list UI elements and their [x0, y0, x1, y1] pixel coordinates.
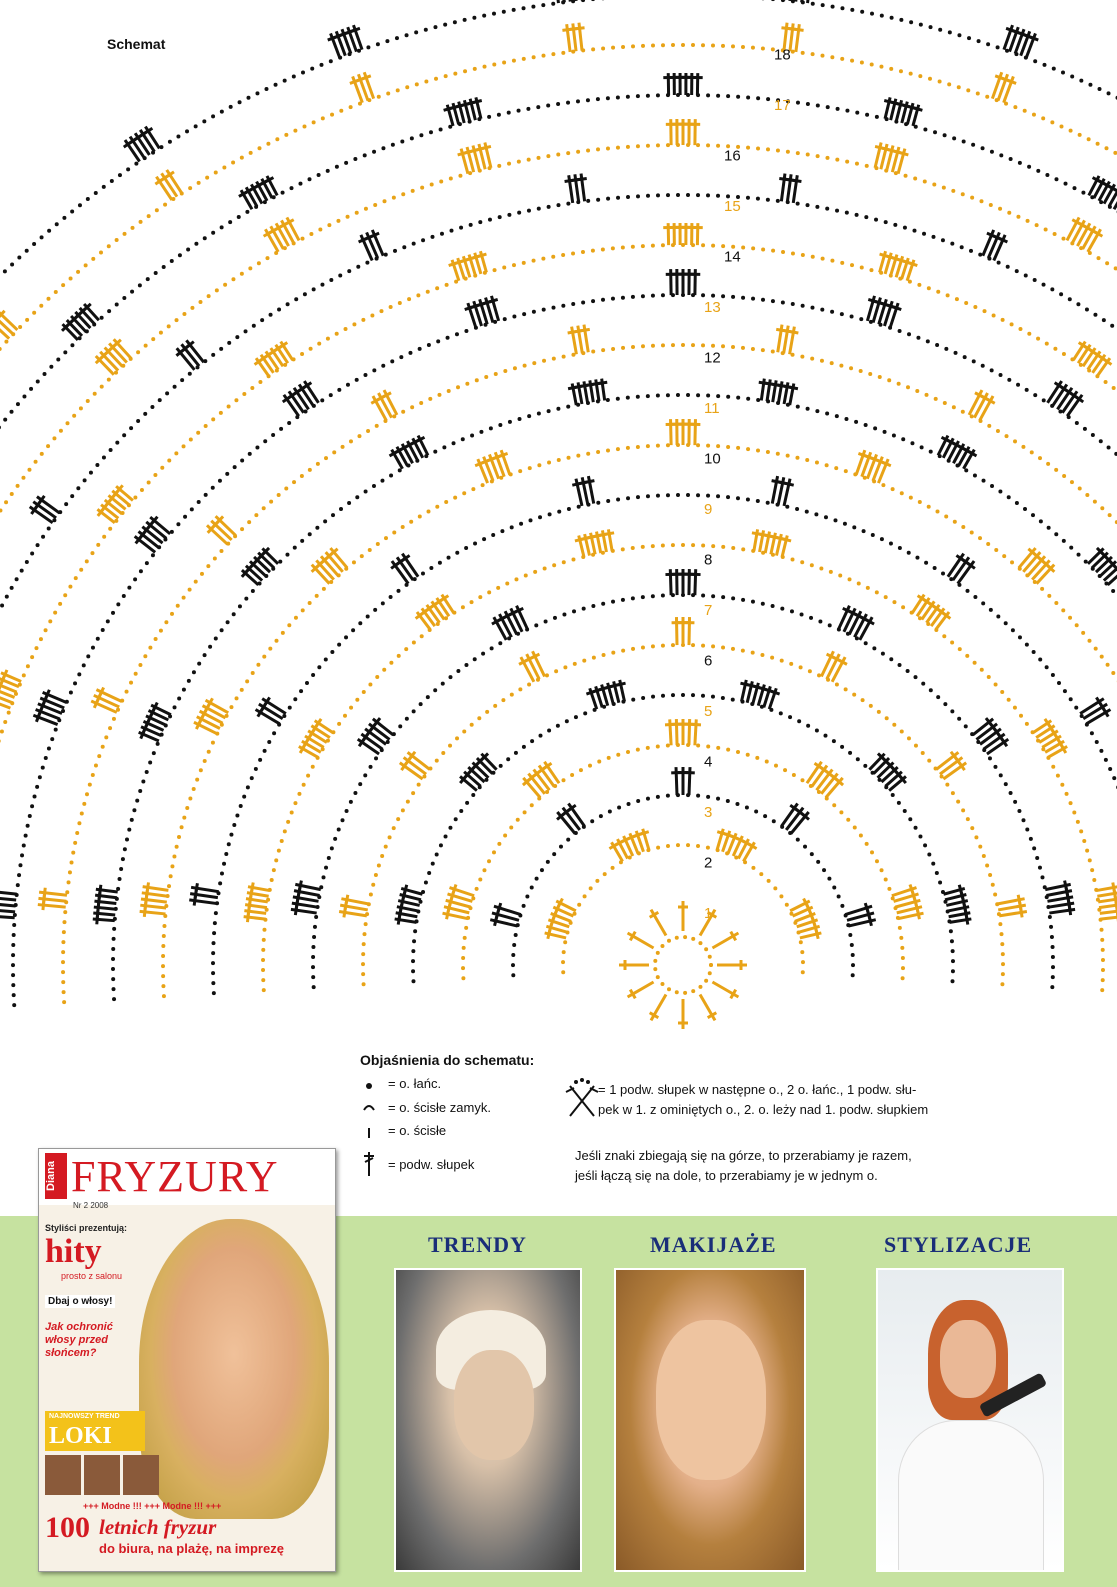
stitch-mark [458, 149, 468, 174]
stitch-mark [254, 556, 270, 572]
cover-letnich: letnich fryzur [99, 1515, 217, 1539]
stitch-mark [791, 812, 809, 834]
stitch-mark [665, 569, 675, 595]
stitch-mark [283, 395, 299, 416]
cover-dbaj: Dbaj o włosy! [45, 1295, 115, 1308]
stitch-mark [481, 753, 497, 769]
round-number-label: 9 [704, 501, 713, 518]
stitch-mark [712, 982, 738, 998]
stitch-mark [717, 960, 747, 970]
chain-dot-icon [366, 1083, 372, 1089]
stitch-mark [869, 753, 885, 769]
stitch-mark [1096, 556, 1112, 572]
stitch-mark [973, 718, 993, 735]
stitch-mark [958, 561, 975, 584]
trendy-photo [394, 1268, 582, 1572]
round-number-label: 12 [704, 349, 721, 367]
stitch-mark [37, 496, 60, 513]
stitch-mark [889, 775, 906, 790]
chain-arc [161, 443, 1117, 998]
legend-note-2: jeśli łączą się na dole, to przerabiamy je w jednym o. [575, 1168, 878, 1183]
stitch-mark [523, 778, 540, 798]
round-number-label: 18 [774, 46, 791, 64]
round-number-label: 2 [704, 854, 713, 872]
stitch-mark [666, 119, 676, 145]
stitch-mark [373, 718, 393, 735]
round-number-label: 17 [774, 97, 791, 114]
stitch-mark [586, 688, 596, 709]
stylizacje-photo [876, 1268, 1064, 1572]
stitch-mark [663, 223, 673, 245]
stitch-mark [1037, 565, 1055, 584]
cover-stylists: Styliści prezentują: [45, 1223, 128, 1233]
cover-modne: +++ Modne !!! +++ Modne !!! +++ [83, 1501, 222, 1511]
legend-title: Objaśnienia do schematu: [360, 1052, 535, 1068]
cover-trend-small: NAJNOWSZY TREND [49, 1413, 120, 1420]
stitch-mark [568, 327, 578, 355]
cover-brand: Diana [45, 1153, 67, 1199]
round-number-label: 4 [704, 753, 713, 771]
stitch-mark [666, 419, 676, 445]
stitch-mark [885, 771, 902, 786]
stitch-mark [665, 719, 675, 745]
stitch-mark [997, 895, 1024, 905]
cover-thumbnails [45, 1455, 325, 1495]
magazine-cover [38, 1148, 336, 1572]
stitch-mark [678, 999, 688, 1029]
stitch-mark [671, 767, 681, 795]
stitch-mark [628, 982, 654, 998]
stitch-mark [391, 561, 408, 584]
round-number-label: 1 [704, 905, 713, 922]
stitch-mark [650, 910, 666, 936]
round-number-label: 3 [704, 804, 713, 821]
stitch-mark [700, 994, 716, 1020]
stitch-mark [619, 960, 649, 970]
stitch-mark [155, 177, 172, 200]
stitch-mark [944, 885, 965, 895]
category-stylizacje: STYLIZACJE [884, 1232, 1033, 1257]
stitch-mark [124, 140, 140, 162]
legend-note-1: Jeśli znaki zbiegają się na górze, to przerabiamy je razem, [575, 1148, 912, 1163]
round-number-label: 11 [704, 400, 720, 417]
makijaze-photo [614, 1268, 806, 1572]
stitch-mark [1088, 548, 1104, 564]
stitch-mark [312, 565, 330, 584]
stitch-mark [1092, 552, 1108, 568]
round-number-label: 10 [704, 450, 721, 468]
round-number-label: 14 [724, 248, 741, 266]
stitch-mark [472, 762, 488, 778]
stitch-mark [562, 24, 572, 52]
stitch-mark [79, 308, 95, 324]
stitch-mark [464, 771, 481, 786]
stitch-mark [444, 105, 454, 126]
round-number-label: 8 [704, 551, 713, 569]
legend-crossed-line1: = 1 podw. słupek w następne o., 2 o. łańc., 1 podw. słu- [598, 1082, 917, 1097]
round-number-label: 15 [724, 198, 741, 215]
stitch-mark [242, 569, 258, 584]
stitch-mark [678, 901, 688, 931]
stitch-mark [83, 304, 99, 320]
stitch-mark [874, 758, 890, 774]
stitch-mark [575, 535, 585, 556]
double-crochet-icon [364, 1152, 374, 1176]
stitch-mark [878, 762, 894, 778]
stitch-mark [565, 175, 575, 203]
stitch-mark [572, 479, 582, 506]
stitch-mark [1100, 561, 1116, 577]
stitch-mark [408, 752, 430, 770]
cover-biura: do biura, na plażę, na imprezę [99, 1541, 284, 1556]
round-number-label: 16 [724, 147, 741, 165]
stitch-mark [75, 312, 91, 328]
stitch-mark [477, 758, 493, 774]
stitch-mark [465, 303, 476, 328]
stitch-mark [0, 311, 17, 330]
legend-item-chain: = o. łańc. [388, 1076, 442, 1091]
legend-crossed-line2: pek w 1. z ominiętych o., 2. o. leży nad 1. podw. słupkiem [598, 1102, 929, 1117]
stitch-mark [262, 548, 278, 564]
cover-issue: Nr 2 2008 [73, 1201, 109, 1210]
cover-trend-box [45, 1411, 145, 1451]
round-number-label: 13 [704, 299, 721, 316]
stitch-mark [460, 775, 477, 790]
cover-hity: hity [45, 1233, 102, 1270]
stitch-mark [1045, 881, 1070, 891]
stitch-mark [264, 229, 279, 252]
cover-count: 100 [45, 1511, 90, 1544]
stitch-mark [650, 994, 666, 1020]
stitch-mark [468, 766, 484, 782]
legend-symbols [360, 1076, 390, 1176]
stitch-mark [882, 766, 898, 782]
chain-arc [11, 293, 1117, 1007]
category-makijaze: MAKIJAŻE [650, 1232, 777, 1257]
stitch-mark [116, 485, 133, 500]
legend-item-sc: = o. ścisłe [388, 1123, 447, 1138]
stitch-mark [936, 752, 958, 770]
stitch-mark [70, 316, 86, 332]
stitch-mark [246, 565, 262, 581]
stitch-mark [568, 383, 578, 405]
stitch-mark [557, 812, 575, 834]
stitch-mark [0, 887, 17, 897]
cover-title: FRYZURY [71, 1152, 279, 1201]
crossed-stitch-icon [562, 1076, 602, 1124]
stitch-mark [663, 73, 673, 95]
cover-ochron: Jak ochronić włosy przed słońcem? [45, 1321, 113, 1359]
category-trendy: TRENDY [428, 1232, 527, 1257]
legend-item-dc: = podw. słupek [388, 1157, 475, 1172]
cover-trend-big: LOKI [49, 1423, 112, 1449]
legend [360, 1052, 1080, 1074]
stitch-mark [826, 778, 843, 798]
stitch-mark [892, 884, 917, 895]
round-number-label: 7 [704, 602, 713, 619]
stitch-mark [712, 932, 738, 948]
stitch-mark [250, 561, 266, 577]
schema-title: Schemat [107, 36, 166, 52]
stitch-mark [449, 260, 459, 281]
stitch-mark [150, 517, 170, 534]
stitch-mark [1080, 697, 1104, 713]
stitch-mark [62, 324, 78, 340]
slip-stitch-arc-icon [364, 1106, 374, 1110]
stitch-mark [628, 932, 654, 948]
stitch-mark [672, 617, 682, 645]
stitch-mark [666, 269, 676, 295]
chain-arc [653, 935, 713, 995]
stitch-mark [66, 320, 82, 336]
cover-prosto: prosto z salonu [61, 1271, 123, 1281]
round-number-label: 6 [704, 652, 713, 670]
legend-item-slip: = o. ścisłe zamyk. [388, 1100, 491, 1115]
round-number-label: 5 [704, 703, 713, 720]
chain-arc [0, 93, 1117, 1019]
stitch-mark [371, 396, 386, 421]
stitch-mark [258, 552, 274, 568]
stitch-mark [1096, 883, 1117, 893]
